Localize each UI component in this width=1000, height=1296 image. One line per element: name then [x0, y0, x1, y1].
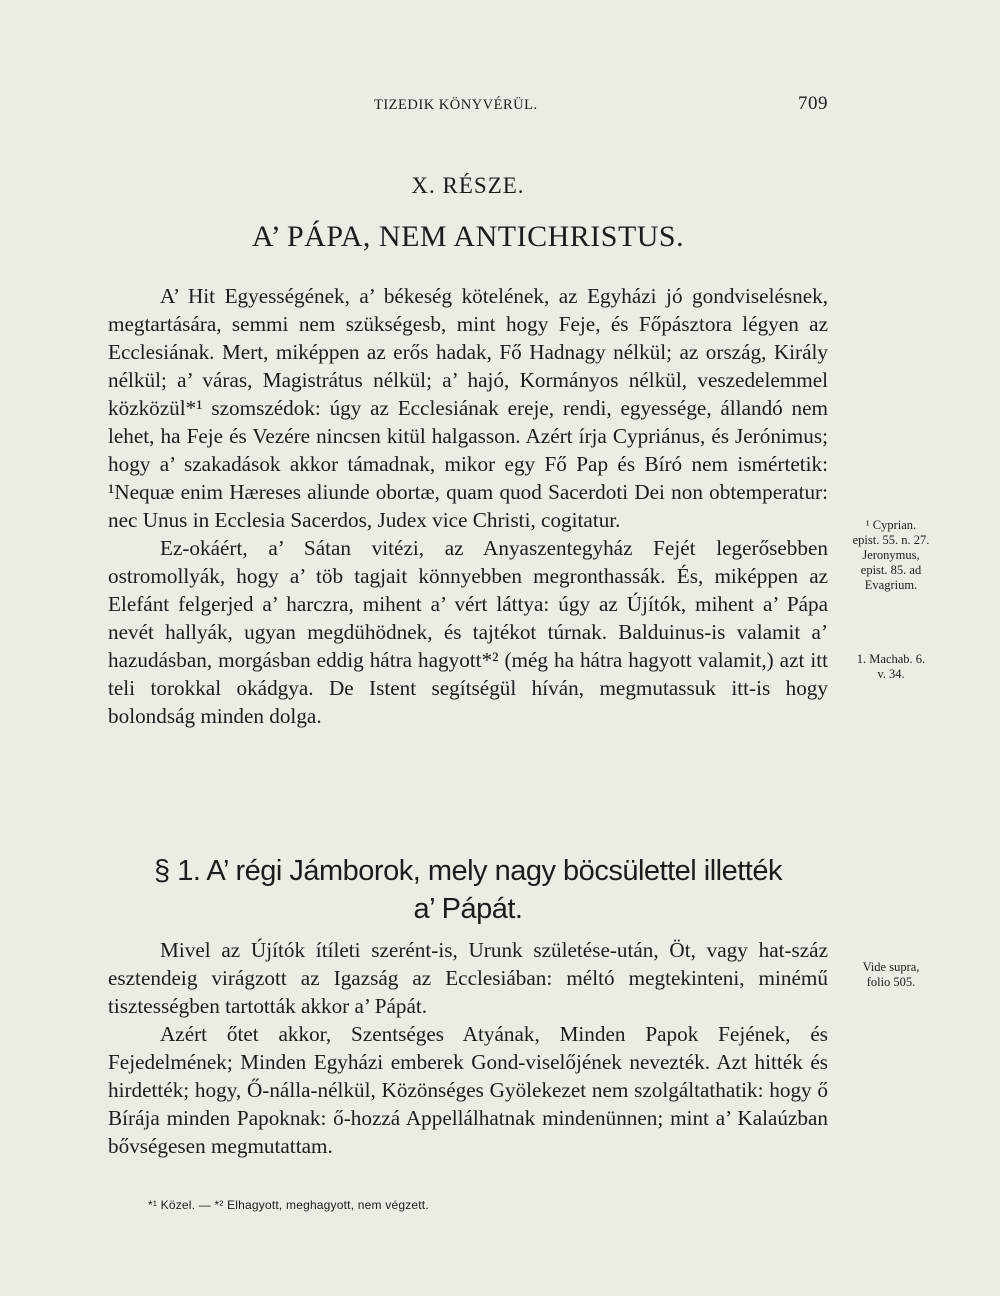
footnote-mark: *²: [214, 1198, 224, 1212]
margin-note-line: 1. Machab. 6.: [856, 652, 926, 666]
section-paragraph: Mivel az Újítók ítíleti szerént-is, Urunk születése-után, Öt, vagy hat-száz esztendeig virágzott az Igazság az Ecclesiában: méltó megtekinteni, minémű tisztességben tartották akkor a’ Pápát.: [108, 938, 828, 1018]
chapter-title: A’ PÁPA, NEM ANTICHRISTUS.: [251, 220, 685, 253]
section-text: [108, 936, 828, 1160]
margin-note-line: v. 34.: [877, 667, 905, 681]
running-head-title: TIZEDIK KÖNYVÉRÜL.: [374, 97, 538, 113]
margin-note-line: Jeronymus,: [862, 548, 920, 562]
part-number: X. RÉSZE.: [411, 173, 525, 198]
margin-note-cyprian: [836, 518, 946, 593]
margin-note-line: ¹ Cyprian.: [865, 518, 917, 532]
margin-note-line: epist. 55. n. 27.: [852, 533, 930, 547]
margin-note-line: folio 505.: [866, 975, 916, 989]
intro-paragraph: A’ Hit Egyességének, a’ békeség kötelének, az Egyházi jó gondviselésnek, megtartására, semmi nem szükségesb, mint hogy Feje, és Főpásztora légyen az Ecclesiának. Mert, miképpen az erős hadak, Fő Hadnagy nélkül; az ország, Király nélkül; a’ váras, Magistrátus nélkül; a’ hajó, Kormányos nélkül, veszedelemmel közközül*¹ szomszédok: úgy az Ecclesiának ereje, rendi, egyessége, állandó nem lehet, ha Feje és Vezére nincsen kitül halgasson. Azért írja Cypriánus, és Jerónimus; hogy a’ szakadások akkor támadnak, mikor egy Fő Pap és Bíró nem ismértetik: ¹Nequæ enim Hæreses aliunde obortæ, quam quod Sacerdoti Dei non obtemperatur: nec Unus in Ecclesia Sacerdos, Judex vice Christi, cogitatur.: [108, 284, 828, 532]
intro-text: [108, 282, 828, 730]
footnotes: [148, 1198, 429, 1212]
footnote-text: Elhagyott, meghagyott, nem végzett.: [227, 1198, 429, 1212]
margin-note-vide-supra: [836, 960, 946, 990]
margin-note-line: Evagrium.: [864, 578, 918, 592]
footnote-text: Közel. —: [160, 1198, 211, 1212]
margin-note-machab: [836, 652, 946, 682]
margin-note-line: Vide supra,: [862, 960, 920, 974]
footnote-mark: *¹: [148, 1198, 158, 1212]
section-paragraph: Azért őtet akkor, Szentséges Atyának, Minden Papok Fejének, és Fejedelmének; Minden Egyházi emberek Gond-viselőjének nevezték. Azt hitték és hirdették; hogy, Ő-nálla-nélkül, Közönséges Gyölekezet nem szolgáltathatik: hogy ő Bírája minden Papoknak: ő-hozzá Appellálhatnak mindenünnen; mint a’ Kalaúzban bővségesen megmutattam.: [108, 1022, 828, 1158]
section-heading: [108, 852, 828, 928]
page-number: 709: [798, 93, 828, 114]
intro-paragraph: Ez-okáért, a’ Sátan vitézi, az Anyaszentegyház Fejét legerősebben ostromollyák, hogy a’ töb tagjait könnyebben megronthassák. És, miképpen az Elefánt felgerjed a’ harczra, mihent a’ vért láttya: úgy az Újítók, mihent a’ Pápa nevét hallyák, ugyan megdühödnek, és tajtékot túrnak. Balduinus-is valamit a’ hazudásban, morgásban eddig hátra hagyott*² (még ha hátra hagyott valamit,) azt itt teli torokkal okádgya. De Istent segítségül híván, megmutassuk itt-is hogy bolondság minden dolga.: [108, 536, 828, 728]
section-heading-line: a’ Pápát.: [413, 893, 523, 925]
section-heading-line: § 1. A’ régi Jámborok, mely nagy böcsülettel illették: [154, 855, 782, 887]
margin-note-line: epist. 85. ad: [860, 563, 922, 577]
